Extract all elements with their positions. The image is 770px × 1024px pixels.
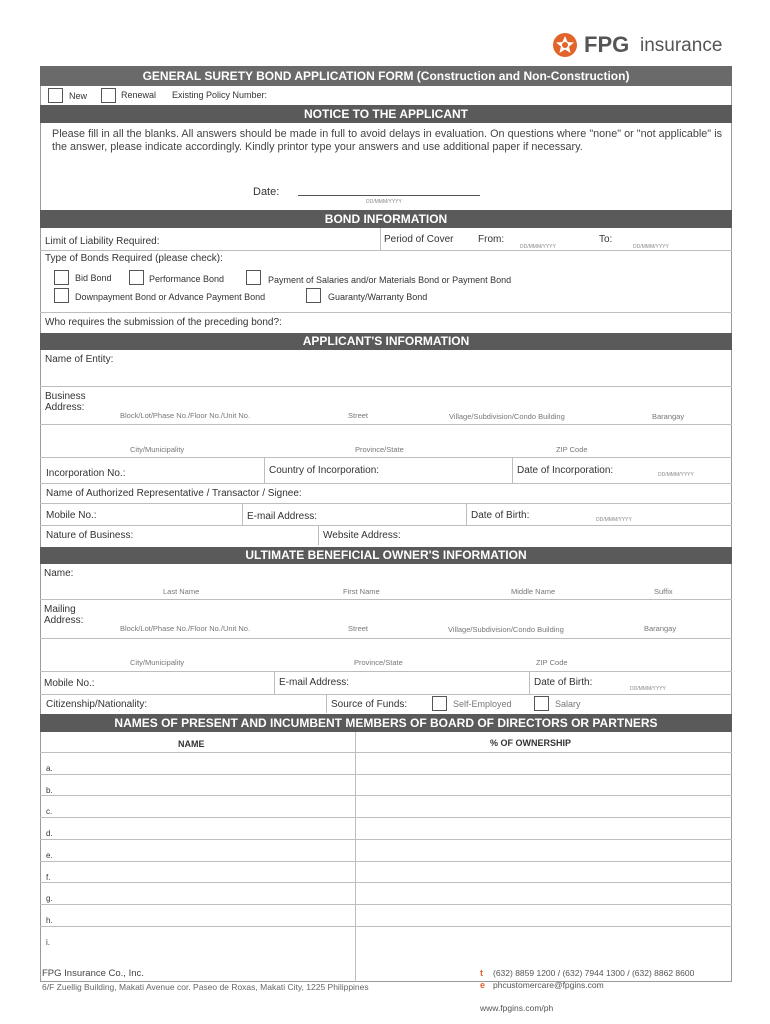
dob-hint: DD/MMM/YYYY [596,517,632,523]
ubo-mobile-label: Mobile No.: [44,678,95,689]
downpayment-bond-checkbox[interactable] [54,288,69,303]
footer-phone: (632) 8859 1200 / (632) 7944 1300 / (632) 8862 8600 [493,968,695,978]
form-title: GENERAL SURETY BOND APPLICATION FORM (Construction and Non-Construction) [40,66,732,86]
addr2-province: Province/State [355,445,404,454]
addr2-zip: ZIP Code [556,445,588,454]
board-row-label: h. [46,915,53,925]
ubo-dob-label: Date of Birth: [534,677,593,688]
addr1-barangay: Barangay [652,412,685,421]
performance-bond-label: Performance Bond [149,274,225,284]
salary-label: Salary [555,699,581,709]
guaranty-bond-label: Guaranty/Warranty Bond [328,292,428,302]
to-label: To: [599,234,613,245]
board-row-divider [40,926,732,927]
ubo-addr2-city: City/Municipality [130,658,185,667]
board-title: NAMES OF PRESENT AND INCUMBENT MEMBERS OF BOARD OF DIRECTORS OR PARTNERS [40,714,732,732]
ubo-dob-hint: DD/MMM/YYYY [630,686,666,692]
footer-company: FPG Insurance Co., Inc. [42,968,144,979]
board-row-label: i. [46,937,50,947]
citizenship-label: Citizenship/Nationality: [46,699,148,710]
footer-e-label: e [480,980,486,990]
board-row-divider [40,795,732,796]
who-requires-label: Who requires the submission of the preceding bond?: [45,317,282,328]
ubo-addr1-block: Block/Lot/Phase No./Floor No./Unit No. [120,624,251,633]
nature-label: Nature of Business: [46,530,134,541]
new-label: New [69,91,88,101]
fpg-logo-icon [552,32,578,58]
payment-bond-label: Payment of Salaries and/or Materials Bond or Payment Bond [268,275,512,285]
limit-label: Limit of Liability Required: [45,236,160,247]
ubo-title: ULTIMATE BENEFICIAL OWNER'S INFORMATION [40,547,732,564]
board-row-divider [40,839,732,840]
to-hint: DD/MMM/YYYY [633,244,669,250]
date-input[interactable] [298,195,480,196]
board-row-label: a. [46,764,53,773]
board-col-name: NAME [178,739,205,749]
board-row-label: f. [46,872,51,882]
addr1-street: Street [348,411,369,420]
date-label: Date: [253,186,280,198]
country-label: Country of Incorporation: [269,465,380,476]
fpg-logo [552,31,732,59]
funds-label: Source of Funds: [331,699,408,710]
downpayment-bond-label: Downpayment Bond or Advance Payment Bond [75,292,266,302]
board-col-ownership: % OF OWNERSHIP [490,738,572,748]
guaranty-bond-checkbox[interactable] [306,288,321,303]
bond-title: BOND INFORMATION [40,210,732,228]
board-row-label: c. [46,807,53,817]
website-label: Website Address: [323,530,401,541]
self-employed-checkbox[interactable] [432,696,447,711]
from-hint: DD/MMM/YYYY [520,244,556,250]
self-employed-label: Self-Employed [453,699,512,709]
board-row-label: e. [46,850,53,860]
performance-bond-checkbox[interactable] [129,270,144,285]
renewal-label: Renewal [121,90,157,100]
footer-email: phcustomercare@fpgins.com [493,980,604,990]
board-row-label: d. [46,829,53,839]
board-row-divider [40,774,732,775]
bid-bond-checkbox[interactable] [54,270,69,285]
date-incorp-label: Date of Incorporation: [517,465,614,476]
ubo-addr2-province: Province/State [354,658,403,667]
date-hint: DD/MMM/YYYY [366,199,402,205]
board-row-divider [40,861,732,862]
ubo-email-label: E-mail Address: [279,677,350,688]
ubo-middle-name: Middle Name [511,587,556,596]
new-checkbox[interactable] [48,88,63,103]
ubo-name-label: Name: [44,568,74,579]
board-row-label: b. [46,785,53,795]
payment-bond-checkbox[interactable] [246,270,261,285]
logo-brand: FPG [584,32,630,57]
logo-suffix: insurance [640,35,723,56]
bond-types-label: Type of Bonds Required (please check): [45,253,223,264]
addr1-village: Village/Subdivision/Condo Building [449,412,565,421]
business-address-label: Business Address: [45,391,86,413]
ubo-addr2-zip: ZIP Code [536,658,568,667]
incorporation-no-label: Incorporation No.: [46,468,126,479]
addr1-block: Block/Lot/Phase No./Floor No./Unit No. [120,411,251,420]
email-label: E-mail Address: [247,511,318,522]
ubo-addr1-street: Street [348,624,369,633]
footer-web: www.fpgins.com/ph [480,1003,554,1013]
footer-address: 6/F Zuellig Building, Makati Avenue cor. Paseo de Roxas, Makati City, 1225 Philippines [42,982,369,992]
from-label: From: [478,234,505,245]
renewal-checkbox[interactable] [101,88,116,103]
entity-label: Name of Entity: [45,354,114,365]
rep-label: Name of Authorized Representative / Transactor / Signee: [46,488,302,499]
salary-checkbox[interactable] [534,696,549,711]
ubo-first-name: First Name [343,587,380,596]
notice-text: Please fill in all the blanks. All answers should be made in full to avoid delays in evaluation. On questions where "none" or "not applicable" is the answer, please indicate accordingly. Kindly printor type your answers and use additional paper if necessary. [52,128,722,153]
footer-t-label: t [480,968,483,978]
date-incorp-hint: DD/MMM/YYYY [658,472,694,478]
mailing-address-label: Mailing Address: [44,604,84,626]
ubo-addr1-barangay: Barangay [644,624,677,633]
period-label: Period of Cover [384,234,454,245]
addr2-city: City/Municipality [130,445,185,454]
applicant-title: APPLICANT'S INFORMATION [40,333,732,350]
existing-policy-label: Existing Policy Number: [172,90,268,100]
ubo-addr1-village: Village/Subdivision/Condo Building [448,625,564,634]
board-row-divider [40,882,732,883]
bid-bond-label: Bid Bond [75,273,112,283]
board-row-label: g. [46,894,53,904]
board-row-divider [40,904,732,905]
dob-label: Date of Birth: [471,510,530,521]
ubo-last-name: Last Name [163,587,200,596]
notice-title: NOTICE TO THE APPLICANT [40,105,732,123]
mobile-label: Mobile No.: [46,510,97,521]
ubo-suffix: Suffix [654,587,673,596]
board-row-divider [40,817,732,818]
